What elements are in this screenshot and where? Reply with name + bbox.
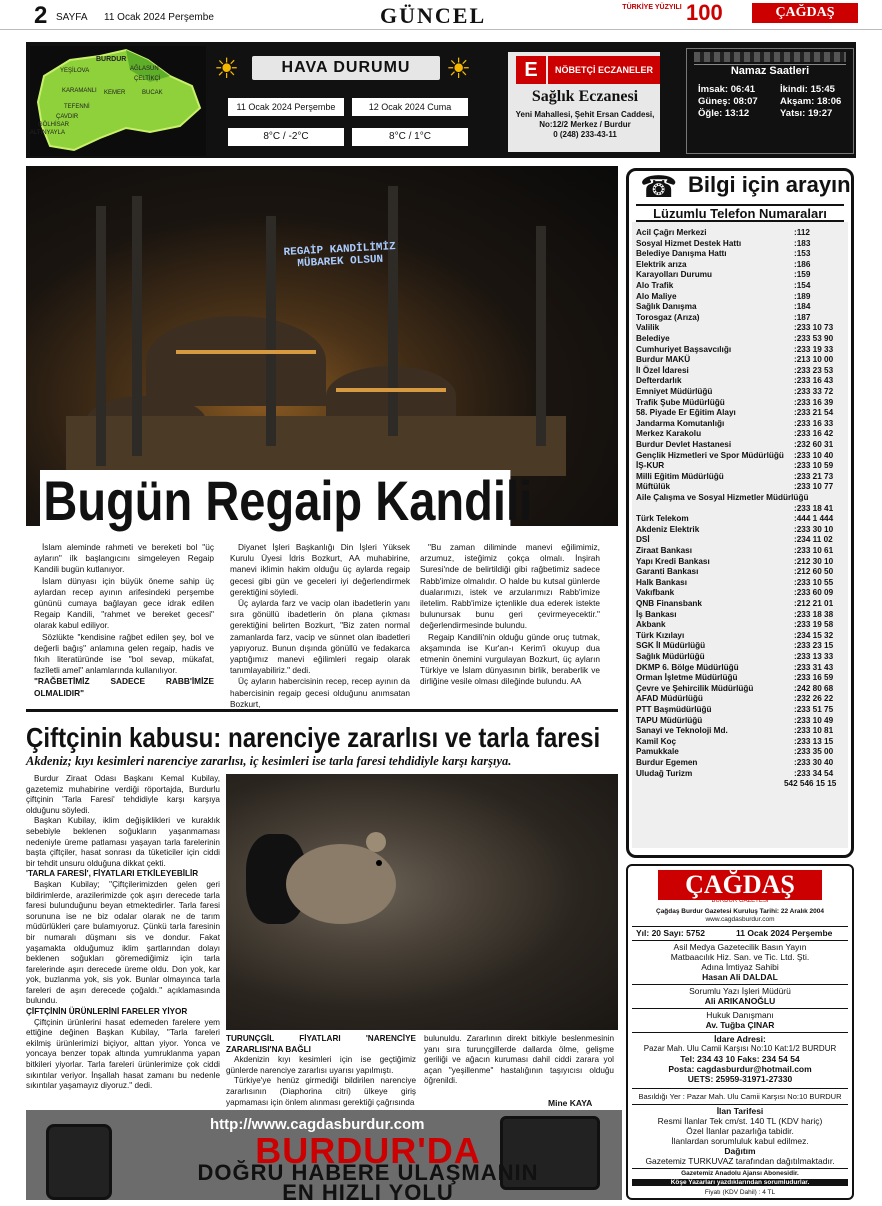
phonebook-row [636, 429, 844, 439]
paragraph: Başkan Kubilay, iklim değişiklikleri ve kuraklık sebebiyle beklenen soğukların yaşanmaması nedeniyle üreme patlaması yaşayan tarla farelerinin başta çiftçiler, hasat sonrası da tüketiciler için ciddi bir tehdit unsuru olduğuna dikkat çekti. [26, 816, 220, 868]
phonebook-name: Belediye Danışma Hattı [636, 249, 727, 259]
phonebook-number: :233 13 15 [794, 736, 834, 746]
phonebook-row [636, 779, 844, 789]
phonebook-number: :242 80 68 [794, 683, 834, 693]
editor-label: Sorumlu Yazı İşleri Müdürü [689, 986, 791, 996]
divider [632, 926, 848, 927]
phonebook-number: :233 10 81 [794, 726, 834, 736]
subheading: ÇİFTÇİNİN ÜRÜNLERİNİ FARELER YİYOR [26, 1007, 188, 1017]
phonebook-row [636, 408, 844, 418]
pharmacy-address-line: Yeni Mahallesi, Şehit Ersan Caddesi, [515, 110, 655, 119]
main-article-col3 [420, 542, 600, 688]
telephone-icon: ☎ [640, 171, 678, 204]
paragraph: Regaip Kandili'nin olduğu günde oruç tutmak, akşamında ise Kur'an-ı Kerim'i okuyup dua etmenin önemini vurgulayan Bozkurt, üç ayların Türkiye ve İslam dünyasının birlik, beraberlik ve dirliğine vesile olması dileğinde bulundu. AA [420, 631, 600, 687]
phonebook-row [636, 684, 844, 694]
phonebook-row [636, 482, 844, 492]
pharmacy-address [510, 110, 660, 140]
story2-headline: Çiftçinin kabusu: narenciye zararlısı ve tarla faresi [26, 722, 601, 753]
phonebook-row [636, 620, 844, 630]
phonebook-name: Elektrik arıza [636, 259, 687, 269]
phonebook-number: :233 31 43 [794, 662, 834, 672]
phonebook-name: Alo Trafik [636, 281, 674, 290]
phonebook-number: :234 15 32 [794, 630, 834, 640]
phonebook-number: 542 546 15 15 [784, 779, 837, 789]
pharmacy-name: Sağlık Eczanesi [531, 88, 639, 105]
phonebook-number: :234 11 02 [794, 535, 833, 545]
phonebook-name: Yapı Kredi Bankası [636, 556, 710, 566]
phonebook-number: :233 16 39 [794, 397, 834, 407]
phonebook-row [636, 747, 844, 757]
phonebook-row [636, 323, 844, 333]
header-date: 11 Ocak 2024 Perşembe [104, 12, 214, 23]
map-label: TEFENNİ [64, 104, 90, 110]
divider [632, 940, 848, 941]
phonebook-row [636, 292, 844, 302]
paragraph: Akdenizin kıyı kesimleri için ise geçtiğimiz günlerde narenciye zararlısı uyarısı yapılmıştı. [226, 1055, 416, 1075]
banner-line1: BURDUR'DA [255, 1130, 481, 1171]
phonebook-number: :187 [794, 312, 811, 322]
phonebook-row [636, 663, 844, 673]
aa-note: Gazetemiz Anadolu Ajansı Abonesidir. [681, 1170, 799, 1177]
pharmacy-e-icon: E [516, 56, 546, 84]
phonebook-row [636, 610, 844, 620]
sun-cloud-icon: ☀ [446, 53, 472, 84]
dist-line: Gazetemiz TURKUVAZ tarafından dağıtılmaktadır. [645, 1156, 835, 1166]
phonebook-row [636, 260, 844, 270]
story2-col1 [26, 774, 220, 1092]
phonebook-name: Cumhuriyet Başsavcılığı [636, 344, 732, 354]
phonebook-number: :233 30 10 [794, 524, 834, 534]
phonebook-name: Belediye [636, 334, 670, 343]
prayer-title: Namaz Saatleri [694, 64, 846, 78]
phonebook-row [636, 302, 844, 312]
phonebook-row [636, 769, 844, 779]
writers-note: Köşe Yazarları yazdıklarından sorumludurlar. [632, 1179, 848, 1186]
phonebook-name: Çevre ve Şehircilik Müdürlüğü [636, 683, 754, 693]
paragraph: İslam aleminde rahmeti ve bereketi bol "üç ayların" ilk başlangıcını simgeleyen Regaip Kandili bugün kutlanıyor. [34, 542, 214, 575]
map-label: BUCAK [142, 90, 163, 96]
dist-label: Dağıtım [724, 1146, 756, 1156]
divider [632, 1008, 848, 1009]
banner-url[interactable]: http://www.cagdasburdur.com [210, 1116, 425, 1133]
map-label: AĞLASUN [130, 66, 159, 72]
prayer-imsak: İmsak: 06:41 [698, 84, 756, 95]
subheading: TURUNÇGİL FİYATLARI 'NARENCİYE ZARARLISI'NA BAĞLI [226, 1034, 416, 1054]
phonebook-number: :233 10 61 [794, 546, 834, 555]
phonebook-name: Burdur Egemen [636, 758, 698, 767]
prayer-ikindi: İkindi: 15:45 [780, 84, 835, 95]
phonebook-row [636, 398, 844, 408]
phonebook-name: Pamukkale [636, 747, 679, 757]
paragraph: Üç ayların habercisinin recep, recep ayının da habercisinin regaip gecesi olduğunu anımsatan Bozkurt, [230, 676, 410, 709]
phonebook-row [636, 588, 844, 598]
prayer-gunes: Güneş: 08:07 [698, 96, 758, 107]
phonebook-row [636, 514, 844, 524]
main-article-col1 [34, 542, 214, 699]
weather-title: HAVA DURUMU [252, 56, 440, 80]
phonebook-name: Sosyal Hizmet Destek Hattı [636, 238, 742, 248]
weather-day2-date: 12 Ocak 2024 Cuma [352, 98, 468, 116]
divider [632, 1088, 848, 1089]
paragraph: Sözlükte "kendisine rağbet edilen şey, bol ve değerli bağış" anlamına gelen regaip, hadis ve fıkıh literatüründe ise "bol sevap, mükafat, fazîletli amel" anlamlarında kullanılıyor. [34, 631, 214, 676]
phonebook-name: Merkez Karakolu [636, 429, 702, 439]
owner-line: Matbaacılık Hiz. San. ve Tic. Ltd. Şti. [670, 952, 810, 962]
phonebook-number: :233 19 58 [794, 620, 834, 630]
owner-line: Adına İmtiyaz Sahibi [701, 962, 779, 972]
phonebook-name: Sağlık Danışma [636, 302, 697, 312]
phonebook-number: :233 51 75 [794, 705, 834, 714]
price: Fiyatı (KDV Dahil) : 4 TL [704, 1189, 776, 1196]
masthead-logo: ÇAĞDAŞ [658, 870, 822, 900]
phonebook-number: :233 35 00 [794, 747, 834, 757]
paragraph: bulunuldu. Zararlının direkt bitkiyle beslenmesinin yanı sıra turunçgillerde dallarda ölme, gelişme geriliği ve ağacın kuruması dahil ciddi zarara yol açan "yeşillenme" hastalığının taşıyıcısı olduğu öğrenildi. [424, 1034, 614, 1086]
phonebook-row [636, 249, 844, 259]
phonebook-number: :233 16 42 [794, 429, 834, 439]
owner-line: Asil Medya Gazetecilik Basın Yayın [673, 942, 807, 952]
masthead-date: 11 Ocak 2024 Perşembe [736, 928, 833, 938]
phonebook-number: :212 30 10 [794, 556, 834, 566]
phonebook-number: :213 10 00 [794, 355, 834, 365]
map-label: GÖLHİSAR [38, 122, 70, 128]
phonebook-row [636, 281, 844, 291]
ad-line: Özel İlanlar pazarlığa tabidir. [686, 1126, 794, 1136]
page-number: 2 [34, 2, 48, 29]
banner-line3: EN HIZLI YOLU [282, 1180, 454, 1205]
field-mouse-photo [226, 774, 618, 1030]
phonebook-name: Defterdarlık [636, 376, 682, 386]
tel-fax: Tel: 234 43 10 Faks: 234 54 54 [680, 1054, 800, 1064]
phonebook-number: :233 18 38 [794, 609, 834, 619]
phonebook-name: Burdur MAKÜ [636, 355, 691, 365]
phonebook-number: :212 60 50 [794, 567, 834, 577]
phonebook-number: :232 26 22 [794, 694, 834, 704]
ad-line: İlanlardan sorumluluk kabul edilmez. [671, 1136, 809, 1146]
paragraph: İslam dünyası için büyük öneme sahip üç aylardan recep ayının arifesindeki perşembe gününü cumaya bağlayan gece idrak edilen Regaip Kandili, "rahmet ve bereket gecesi" olarak kabul ediliyor. [34, 575, 214, 631]
phonebook-row [636, 504, 844, 514]
phonebook-number: :183 [794, 238, 811, 248]
skyline-icon [694, 52, 846, 62]
phonebook-number: :184 [794, 302, 811, 312]
phonebook-row [636, 366, 844, 376]
phonebook-row [636, 535, 844, 545]
phonebook-number: :233 16 33 [794, 418, 834, 428]
admin-label: İdare Adresi: [714, 1034, 766, 1044]
phonebook-row [636, 641, 844, 651]
pharmacy-heading: NÖBETÇİ ECZANELER [548, 56, 660, 84]
phonebook-row [636, 493, 844, 503]
phonebook-name: Ziraat Bankası [636, 546, 692, 555]
phonebook-name: Emniyet Müdürlüğü [636, 387, 713, 396]
phonebook-number: :159 [794, 270, 811, 280]
phonebook-number: :233 13 33 [794, 652, 834, 661]
phonebook-name: Sağlık Müdürlüğü [636, 652, 705, 661]
phonebook-row [636, 578, 844, 588]
paragraph: Türkiye'ye henüz girmediği bildirilen narenciye zararlısının (Diaphorina citri) ülkeye giriş yapmaması için önlem alınması gerektiği çağrısında [226, 1076, 416, 1107]
map-label: ÇELTİKÇİ [134, 76, 161, 82]
map-label: YEŞİLOVA [60, 68, 90, 74]
phonebook-row [636, 758, 844, 768]
phonebook-name: Aile Çalışma ve Sosyal Hizmetler Müdürlüğü [636, 493, 809, 502]
phonebook-name: Müftülük [636, 482, 671, 492]
phonebook-number: :232 60 31 [794, 440, 834, 449]
phonebook-row [636, 461, 844, 471]
phonebook-number: :233 10 40 [794, 450, 834, 460]
phonebook-row [636, 546, 844, 556]
ad-label: İlan Tarifesi [716, 1106, 764, 1116]
page-label: SAYFA [56, 12, 88, 23]
map-label: ÇAVDIR [56, 114, 79, 120]
phonebook-name: 58. Piyade Er Eğitim Alayı [636, 408, 736, 418]
phonebook-number: :212 21 01 [794, 599, 834, 608]
subheading: 'TARLA FARESİ', FİYATLARI ETKİLEYEBİLİR [26, 869, 199, 879]
byline: Mine KAYA [548, 1098, 593, 1108]
phonebook-number: :233 34 54 [794, 768, 834, 778]
phonebook-row [636, 567, 844, 577]
100th-year-logo: 100 [686, 0, 723, 25]
phonebook-name: Halk Bankası [636, 577, 687, 587]
phonebook-title: Bilgi için arayın [688, 172, 851, 197]
phonebook-name: AFAD Müdürlüğü [636, 694, 703, 704]
admin-address: Pazar Mah. Ulu Camii Karşısı No:10 Kat:1/2 BURDUR [643, 1044, 837, 1053]
phonebook-name: Türk Kızılayı [636, 630, 685, 640]
map-label: ALTINYAYLA [30, 130, 66, 136]
phonebook-name: TAPU Müdürlüğü [636, 715, 703, 725]
phonebook-name: Alo Maliye [636, 291, 677, 301]
divider [632, 984, 848, 985]
phonebook-name: Garanti Bankası [636, 567, 699, 577]
phonebook-name: PTT Başmüdürlüğü [636, 705, 712, 714]
phonebook-name: DSİ [636, 535, 650, 545]
phonebook-number: :233 53 90 [794, 334, 834, 343]
story2-col2 [226, 1034, 416, 1108]
phonebook-row [636, 270, 844, 280]
phonebook-name: Torosgaz (Arıza) [636, 312, 700, 322]
editor-name: Ali ARIKANOĞLU [704, 996, 776, 1006]
prayer-aksam: Akşam: 18:06 [780, 96, 842, 107]
banner-line2: DOĞRU HABERE ULAŞMANIN [197, 1160, 539, 1185]
phonebook-row [636, 652, 844, 662]
mahya-text: REGAİP KANDİLİMİZ MÜBAREK OLSUN [283, 241, 397, 271]
phonebook-name: İŞ-KUR [636, 461, 665, 471]
phonebook-name: DKMP 6. Bölge Müdürlüğü [636, 662, 739, 672]
phonebook-row [636, 726, 844, 736]
phonebook-row [636, 419, 844, 429]
phonebook-name: Burdur Devlet Hastanesi [636, 440, 732, 449]
phonebook-row [636, 599, 844, 609]
legal-label: Hukuk Danışmanı [706, 1010, 774, 1020]
phonebook-name: QNB Finansbank [636, 599, 702, 608]
phonebook-row [636, 228, 844, 238]
paragraph: Burdur Ziraat Odası Başkanı Kemal Kubilay, gazetemiz muhabirine verdiği röportajda, Burdurlu çiftçinin 'Tarla Faresi' tehdidiyle karşı karşıya olduğunu söyledi. [26, 774, 220, 815]
phonebook-row [636, 334, 844, 344]
paragraph: "Bu zaman diliminde manevi eğilimimiz, arzumuz, isteğimiz çokça olmalı. İnşirah Suresi'nde de belirtildiği gibi rağbetimiz sadece Rabb'imize olmalıdır. O halde bu kutsal günlerde dualarımızı, istek ve arzularımızı Rabb'imize iletelim. Rabb'imize içtenlikle dua ederek istekte bulunursak bunu geri çevirmeyecektir." değerlendirmesinde bulundu. [420, 542, 600, 631]
phonebook-name: Gençlik Hizmetleri ve Spor Müdürlüğü [636, 450, 784, 460]
phonebook-row [636, 716, 844, 726]
phonebook-number: :233 10 55 [794, 577, 834, 587]
phonebook-name: Trafik Şube Müdürlüğü [636, 397, 725, 407]
phonebook-row [636, 345, 844, 355]
phonebook-row [636, 694, 844, 704]
phonebook-number: :233 30 40 [794, 758, 834, 767]
phonebook-name: Karayolları Durumu [636, 270, 712, 280]
masthead-web: www.cagdasburdur.com [705, 916, 775, 923]
phonebook-name: Vakıfbank [636, 588, 675, 598]
phonebook-number: :233 16 59 [794, 673, 834, 683]
pharmacy-phone: 0 (248) 233-43-11 [553, 130, 617, 139]
divider [632, 1168, 848, 1169]
uets: UETS: 25959-31971-27330 [687, 1074, 793, 1084]
phonebook-name: Uludağ Turizm [636, 768, 693, 778]
phonebook-subtitle: Lüzumlu Telefon Numaraları [636, 204, 844, 222]
phonebook-number: :233 18 41 [794, 503, 834, 513]
phonebook-name: Milli Eğitim Müdürlüğü [636, 471, 724, 481]
phonebook-number: :444 1 444 [794, 514, 834, 524]
phonebook-number: :233 10 77 [794, 482, 834, 492]
masthead-founded: Çağdaş Burdur Gazetesi Kuruluş Tarihi: 22 Aralık 2004 [656, 908, 824, 915]
phonebook-number: :233 19 33 [794, 344, 834, 354]
phonebook-row [636, 737, 844, 747]
phonebook-row [636, 313, 844, 323]
story2-col3 [424, 1034, 614, 1087]
sun-cloud-icon: ☀ [214, 53, 240, 84]
year-issue: Yıl: 20 Sayı: 5752 [636, 928, 705, 938]
paragraph: Çiftçinin ürünlerini hasat edemeden farelere yem ettiğine değinen Başkan Kubilay, "Tarla fareleri ekilmiş ürünlerimizi biçiyor, alttan yiyor. Yonca ve yoncaya benzer topak altında yumruklanma yapan bitkileri yiyorlar. Tarla fareleri ürünlerimize çok ciddi sıkıntılar veriyor. İnşallah hasat zamanı bu nedenle sıkıntılar yaşamayız diyoruz." dedi. [26, 1017, 220, 1091]
phonebook-name: Kamil Koç [636, 736, 677, 746]
divider [632, 1104, 848, 1105]
phonebook-name: İl Özel İdaresi [636, 365, 689, 375]
phonebook-number: :233 23 53 [794, 365, 834, 375]
map-label-burdur: BURDUR [96, 56, 127, 63]
phonebook-number: :233 33 72 [794, 387, 834, 396]
phonebook-number: :233 16 43 [794, 376, 834, 386]
phonebook-number: :153 [794, 249, 811, 259]
ad-line: Resmi İlanlar Tek cm/st. 140 TL (KDV hariç) [657, 1116, 823, 1126]
phonebook-row [636, 472, 844, 482]
legal-name: Av. Tuğba ÇINAR [705, 1020, 775, 1030]
divider [632, 1032, 848, 1033]
phonebook-name: SGK İl Müdürlüğü [636, 641, 706, 651]
phonebook-number: :233 60 09 [794, 588, 834, 598]
phonebook-number: :233 21 54 [794, 408, 834, 418]
story2-subtitle: Akdeniz; kıyı kesimleri narenciye zararlısı, iç kesimleri ise tarla faresi tehdidiyle karşı karşıya. [26, 754, 512, 768]
phonebook-row [636, 673, 844, 683]
phonebook-row [636, 631, 844, 641]
phonebook-row [636, 376, 844, 386]
phonebook-name: İş Bankası [636, 609, 677, 619]
main-article-col2 [230, 542, 410, 710]
phonebook-row [636, 440, 844, 450]
subheading: "RAĞBETİMİZ SADECE RABB'İMİZE OLMALIDIR" [34, 676, 214, 698]
phonebook-name: Akbank [636, 620, 666, 630]
phonebook-name: Türk Telekom [636, 514, 689, 524]
phonebook-number: :112 [794, 228, 810, 237]
weather-day1-date: 11 Ocak 2024 Perşembe [228, 98, 344, 116]
turkiye-yuzyili-logo: TÜRKİYE YÜZYILI [622, 4, 682, 11]
owner-name: Hasan Ali DALDAL [702, 972, 778, 982]
weather-day2-temp: 8°C / 1°C [352, 128, 468, 146]
phonebook-number: :233 23 15 [794, 641, 834, 651]
prayer-ogle: Öğle: 13:12 [698, 108, 750, 119]
phonebook-number: :189 [794, 291, 811, 301]
phonebook-number: :233 10 49 [794, 715, 834, 725]
phonebook-name: Acil Çağrı Merkezi [636, 228, 707, 237]
phonebook-name: Akdeniz Elektrik [636, 524, 700, 534]
pharmacy-address-line: No:12/2 Merkez / Burdur [539, 120, 631, 129]
phonebook-row [636, 705, 844, 715]
phonebook-number: :233 21 73 [794, 471, 834, 481]
phonebook-name: Sanayi ve Teknoloji Md. [636, 726, 728, 736]
phonebook-name: Jandarma Komutanlığı [636, 418, 725, 428]
brand-logo: ÇAĞDAŞ [752, 3, 858, 23]
phonebook-number: :154 [794, 281, 811, 290]
phonebook-number: :233 10 73 [794, 323, 834, 333]
phonebook-name: Orman İşletme Müdürlüğü [636, 673, 738, 683]
phonebook-number: :233 10 59 [794, 461, 834, 471]
masthead-logo-sub: BURDUR GAZETESİ [711, 898, 769, 904]
smartphone-icon [46, 1124, 112, 1200]
phonebook-name: Valilik [636, 323, 660, 333]
paragraph: Diyanet İşleri Başkanlığı Din İşleri Yüksek Kurulu Üyesi İdris Bozkurt, AA muhabirine, manevi iklimin hakim olduğu üç aylarda regaip gecesi gibi gün ve geceleri iyi değerlendirmek gerektiğini söyledi. [230, 542, 410, 597]
email[interactable]: Posta: cagdasburdur@hotmail.com [668, 1064, 812, 1074]
main-headline: Bugün Regaip Kandili [40, 470, 510, 532]
phonebook-number: :186 [794, 259, 811, 269]
print-address: Basıldığı Yer : Pazar Mah. Ulu Camii Karşısı No:10 BURDUR [638, 1092, 842, 1101]
paragraph: Başkan Kubilay; "Çiftçilerimizden gelen geri bildirimlerde, arazilerimizde çok aşırı derecede tarla faresi bulunduğunu beyan etmektedirler. Tarla faresi sorununa ise ne biz odalar olarak ne de tarım müdürlükleri çare bulamıyoruz. Çünkü tarla faresinin bir numaralı düşmanı sis ve dondur. Fakat yaşamakta olduğumuz iklim şartlarından dolayı beklenen soğukları göremediğimiz için tarla farelerinde aşırı derecede üreme oldu. Don yok, kar yok, buzlanma yok, sis yok. Bunlar olmayınca tarla fareleri de aşırı derecede çoğaldı." açıklamasında bulundu. [26, 879, 220, 1006]
phonebook-row [636, 355, 844, 365]
paragraph: Üç aylarda farz ve vacip olan ibadetlerin yanı sıra gönüllü ibadetlerin ön plana çıkması gerektiğini belirten Bozkurt, "Biz zaten normal zamanlarda farz, vacip ve sünnet olan ibadetleri yapıyoruz. Bunun dışında gönüllü ve fedakarca yaptığımız manevi eğilimleri regaip olarak tanımlayabiliriz." dedi. [230, 598, 410, 676]
phonebook-row [636, 451, 844, 461]
phonebook-row [636, 557, 844, 567]
map-label: KEMER [104, 90, 126, 96]
prayer-yatsi: Yatsı: 19:27 [780, 108, 833, 119]
weather-day1-temp: 8°C / -2°C [228, 128, 344, 146]
phonebook-row [636, 525, 844, 535]
map-label: KARAMANLI [62, 88, 97, 94]
section-title: GÜNCEL [380, 3, 487, 28]
phonebook-row [636, 387, 844, 397]
phonebook-row [636, 239, 844, 249]
